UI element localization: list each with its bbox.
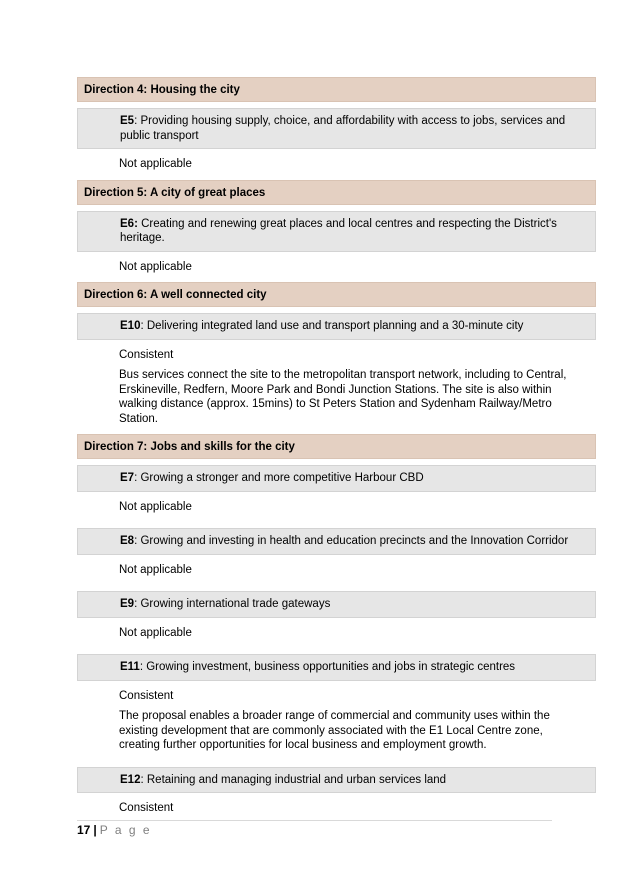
objective-row xyxy=(77,528,596,555)
objective-text: Growing investment, business opportunities and jobs in strategic centres xyxy=(143,661,516,673)
consistency-status: Consistent xyxy=(119,802,174,814)
spacer xyxy=(77,753,596,761)
consistency-status: Consistent xyxy=(119,689,174,702)
spacer xyxy=(77,426,596,434)
page-number: 17 xyxy=(77,823,91,837)
spacer xyxy=(77,149,596,157)
objective-code: E7 xyxy=(120,472,135,484)
objective-row xyxy=(77,108,596,149)
consistency-status: Not applicable xyxy=(119,626,192,639)
objective-row xyxy=(77,767,596,794)
objective-code: E11 xyxy=(120,661,140,673)
direction-heading: Direction 7: Jobs and skills for the city xyxy=(77,434,596,459)
objective-code: E5 xyxy=(120,115,135,127)
spacer xyxy=(77,274,596,282)
spacer xyxy=(77,492,596,500)
spacer xyxy=(77,172,596,180)
objective-code-separator: : xyxy=(134,535,138,547)
consistency-status: Consistent xyxy=(119,348,174,361)
spacer xyxy=(77,618,596,626)
objective-row xyxy=(77,654,596,681)
consistency-justification: Bus services connect the site to the metropolitan transport network, including to Central, Erskineville, Redfern, Moore Park and Bondi Junction Stations. The site is also within walking distance (approx. 15mins) to St Peters Station and Sydenham Railway/Metro Station. xyxy=(119,369,567,425)
objective-code: E8 xyxy=(120,535,135,547)
consistency-justification: The proposal enables a broader range of commercial and community uses within the existing development that are commonly associated with the E1 Local Centre zone, creating further opportunities for local business and employment growth. xyxy=(119,710,550,751)
objective-code: E9 xyxy=(120,598,135,610)
objective-code: E6: xyxy=(120,217,138,230)
objective-text: Delivering integrated land use and transport planning and a 30-minute city xyxy=(143,320,524,332)
spacer xyxy=(77,793,596,801)
planning-priorities-table xyxy=(77,77,596,824)
page-footer xyxy=(77,823,152,837)
direction-heading: Direction 5: A city of great places xyxy=(77,180,596,205)
consistency-status: Not applicable xyxy=(119,500,192,513)
spacer xyxy=(77,252,596,260)
consistency-status: Not applicable xyxy=(119,260,192,273)
spacer xyxy=(77,514,596,522)
objective-code-separator: : xyxy=(140,773,144,786)
objective-text: Growing a stronger and more competitive Harbour CBD xyxy=(137,472,424,484)
objective-code-separator: : xyxy=(134,472,138,484)
consistency-status: Not applicable xyxy=(119,563,192,576)
footer-divider xyxy=(77,820,552,821)
objective-row xyxy=(77,313,596,340)
direction-heading: Direction 4: Housing the city xyxy=(77,77,596,102)
objective-code-separator: : xyxy=(139,661,144,673)
objective-text: Growing and investing in health and education precincts and the Innovation Corridor xyxy=(137,535,569,547)
objective-code-separator: : xyxy=(134,115,138,127)
objective-row xyxy=(77,211,596,252)
objective-code-separator: : xyxy=(134,598,138,610)
objective-text: Creating and renewing great places and local centres and respecting the District's heritage. xyxy=(120,217,557,244)
objective-row xyxy=(77,465,596,492)
spacer xyxy=(77,681,596,689)
spacer xyxy=(77,555,596,563)
direction-heading: Direction 6: A well connected city xyxy=(77,282,596,307)
footer-separator: | xyxy=(93,823,97,837)
spacer xyxy=(77,577,596,585)
objective-code-separator: : xyxy=(140,320,144,332)
spacer xyxy=(77,640,596,648)
consistency-status: Not applicable xyxy=(119,158,192,170)
objective-row xyxy=(77,591,596,618)
objective-code: E10 xyxy=(120,320,141,332)
objective-text: Growing international trade gateways xyxy=(137,598,331,610)
objective-code: E12 xyxy=(120,773,141,786)
objective-text: Providing housing supply, choice, and affordability with access to jobs, services and public transport xyxy=(120,115,566,142)
spacer xyxy=(77,340,596,348)
page-label: P a g e xyxy=(99,823,152,837)
objective-text: Retaining and managing industrial and urban services land xyxy=(143,773,447,786)
